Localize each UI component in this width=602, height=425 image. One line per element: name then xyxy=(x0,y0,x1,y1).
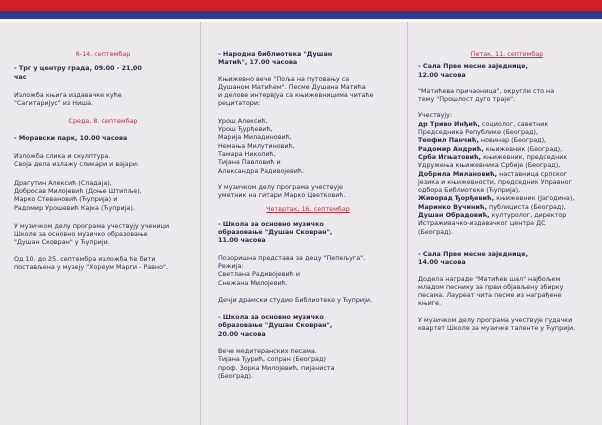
participant-role: књижевник (Београд), xyxy=(483,144,563,153)
participant xyxy=(418,153,596,170)
flag-band xyxy=(0,0,602,22)
participant-name: др Тривo Инђић, xyxy=(418,119,480,128)
participant xyxy=(418,120,596,137)
venue-heading: - Школа за основно музичко образовање "Душан Сковран", 20.00 часова xyxy=(218,313,333,338)
paragraph: Изложба слика и скулптура. Своја дела излажу сликари и вајари: xyxy=(14,152,140,169)
paragraph: Вече медитеранских песама. Тијана Ђурић, сопран (Београд) проф. Зорка Милојевић, пијаниста (Београд). xyxy=(218,347,335,380)
venue-heading: - Школа за основно музичко образовање "Душан Сковран", 11.00 часова xyxy=(218,219,333,245)
paragraph: Књижевно вече "Поља на путовању са Душаном Матићем". Песме Душана Матића и делове интервјуа са књижевницима читаће рецитатори: xyxy=(218,74,374,108)
participant-role: културолог, директор Истраживачко-издавачког центра ДС (Београд). xyxy=(418,211,567,236)
participant-role: књижевник (Јагодина), xyxy=(494,194,575,203)
venue-heading: - Сала Прве месне заједнице, 14.00 часова xyxy=(418,249,529,267)
participant-name: Добрила Милановић, xyxy=(418,169,498,178)
venue-heading: - Сала Прве месне заједнице, 12.00 часова xyxy=(418,62,529,79)
paragraph: Позоришна представа за децу "Пепељуга". Режија: Светлана Радивојевић и Снежана Милојевић. xyxy=(218,253,366,287)
participant xyxy=(418,203,596,211)
venue-heading: - Народна библиотека "Душан Матић", 17.00 часова xyxy=(218,50,333,67)
participant-role: књижевник, председник Удружења књижевника Србије (Београд), xyxy=(418,152,568,170)
participant-name: Радомир Андрић, xyxy=(418,144,484,153)
paragraph: Драгутин Алексић (Сладаја), Добросав Милојевић (Доње Штипље), Марко Стевановић (Ћуприја) и Радомир Урошевић Кајка (Ћуприја). xyxy=(14,178,142,212)
date-heading: 6-14. септембар xyxy=(75,50,131,58)
participant-name: Маринко Вучинић, xyxy=(418,202,488,211)
venue-heading: - Трг у центру града, 09.00 - 21.00 час xyxy=(14,64,142,81)
column-middle xyxy=(218,50,398,380)
fold-line-2 xyxy=(407,22,408,425)
participant-role: социолог, саветник Председника Републике (Београд), xyxy=(418,119,549,137)
paragraph: У музичком делу програма учествују ученици Школе за основно музичко образовање "Душан Сковран" у Ћуприји. xyxy=(14,221,170,247)
participant-name: Душан Обрадовић, xyxy=(418,211,490,220)
paragraph: Додела награде "Матићев шал" најбољем младом песнику за први објављену збирку песама. Лауреат чита песме из награђене књиге. xyxy=(418,274,564,308)
fold-line-1 xyxy=(200,22,201,425)
participant-role: наставница српског језика и књижевности, председник Управног одбора Библиотеке (Ћуприја), xyxy=(418,169,572,195)
date-heading: Среда, 8. септембар xyxy=(68,117,138,126)
paragraph: "Матићева причаоница", округли сто на тему "Прошлост дуго траје". xyxy=(418,86,555,104)
paragraph: Изложба књига издавачке куће "Сагитаријус" из Ниша. xyxy=(14,90,122,108)
date-heading: Четвртак, 16. септембар xyxy=(266,205,350,214)
paragraph: Од 10. до 25. септембра изложба ће бити постављена у музеју "Хореум Марги - Равно". xyxy=(14,254,168,272)
participant xyxy=(418,194,596,202)
participant-name: Срба Игњатовић, xyxy=(418,152,482,161)
column-left xyxy=(14,50,192,271)
participant xyxy=(418,170,596,195)
participant-role: публициста (Београд), xyxy=(487,202,566,211)
blue-stripe xyxy=(0,11,602,19)
participant-name: Живорад Ђорђевић, xyxy=(418,194,495,203)
date-heading: Петак, 11. септембар xyxy=(470,50,544,58)
participant-name: Теофил Панчић, xyxy=(418,136,479,145)
participant-role: новинар (Београд), xyxy=(478,136,547,145)
venue-heading: - Моравски парк, 10.00 часова xyxy=(14,133,128,142)
paragraph: У музичком делу програма учествује уметник на гитари Марко Цветковић. xyxy=(218,182,346,200)
column-right xyxy=(418,50,596,332)
participants-intro: Учествују: xyxy=(418,111,453,120)
paragraph: Дечји драмски студио Библиотеке у Ћуприји. xyxy=(218,295,373,304)
reciters-list: Урош Алексић, Урош Ђурђевић, Марија Миладиновић, Немања Милутиновић, Тамара Николић, Тијана Павловић и Александра Радивојевић. xyxy=(218,116,305,175)
participant xyxy=(418,211,596,236)
paragraph: У музичком делу програма учествује гудачки квартет Школе за музичке таленте у Ћуприји. xyxy=(418,315,576,333)
white-stripe xyxy=(0,19,602,22)
participant xyxy=(418,136,596,144)
participant xyxy=(418,145,596,153)
red-stripe xyxy=(0,0,602,11)
